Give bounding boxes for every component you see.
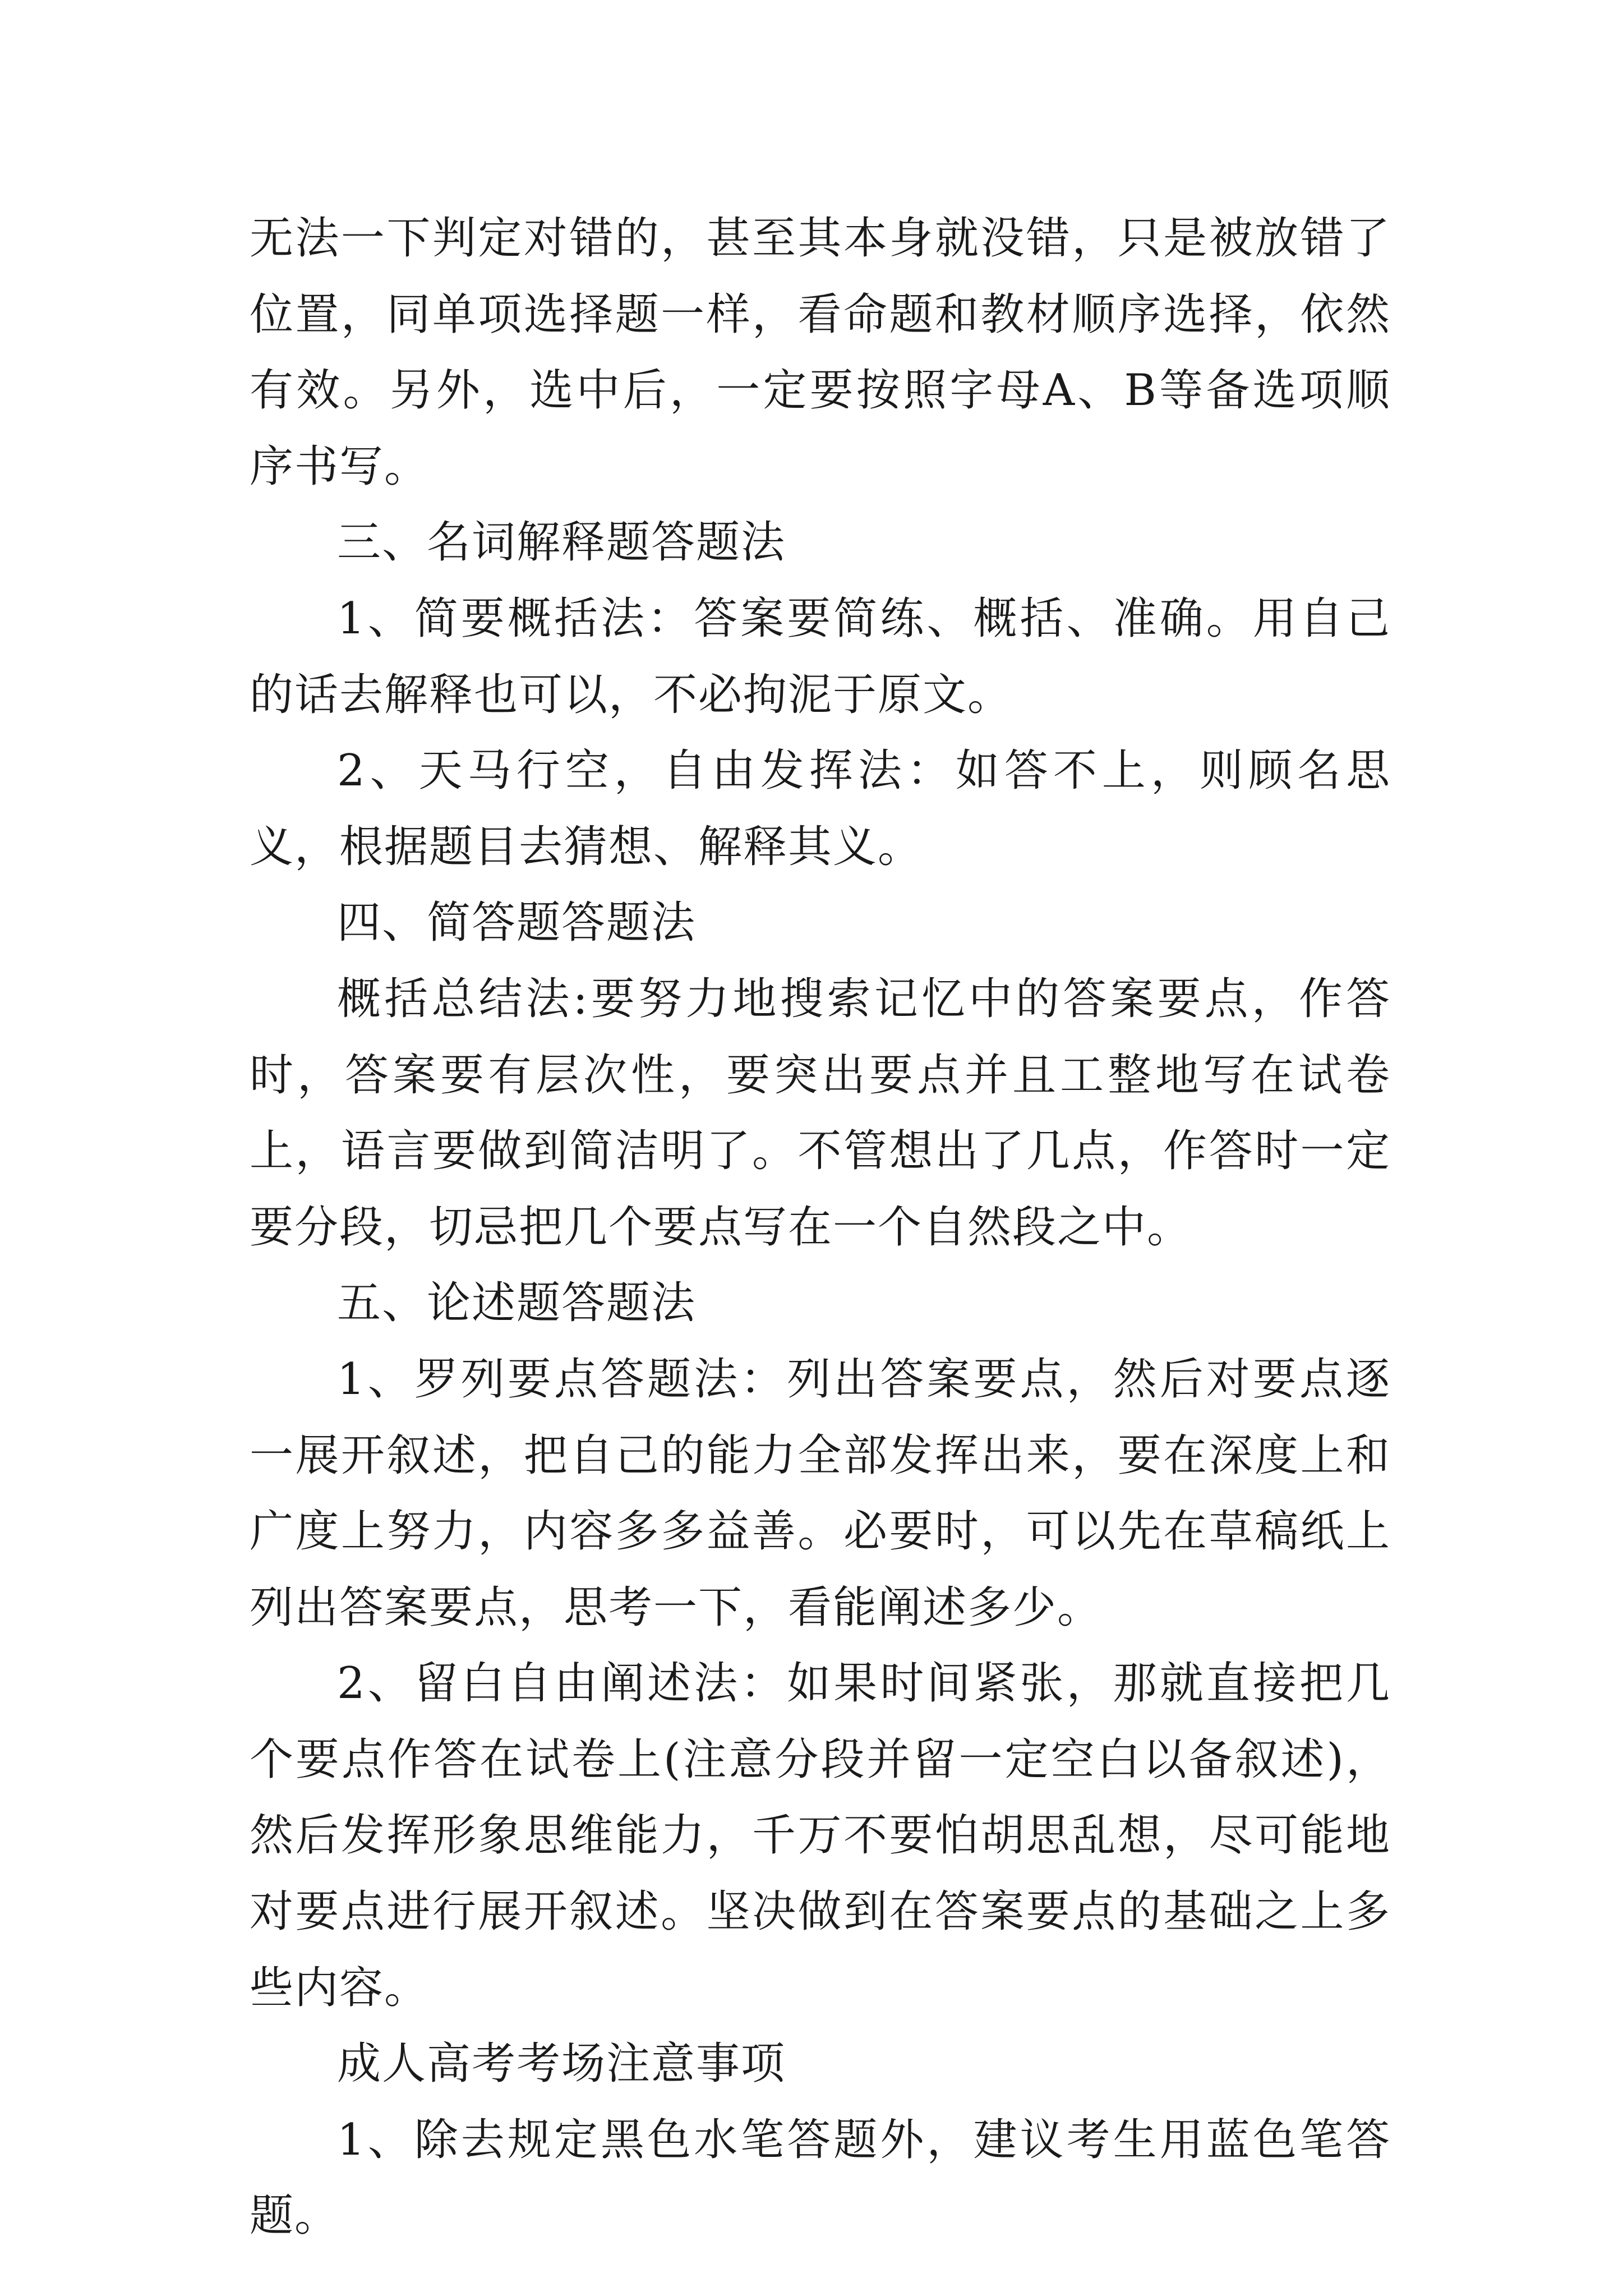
document-body bbox=[250, 201, 1391, 2254]
paragraph-concise-summary-method: 1、简要概括法：答案要简练、概括、准确。用自己的话去解释也可以，不必拘泥于原文。 bbox=[250, 593, 1391, 720]
paragraph-free-play-method: 2、天马行空，自由发挥法：如答不上，则顾名思义，根据题目去猜想、解释其义。 bbox=[250, 746, 1391, 872]
section-heading-essay: 五、论述题答题法 bbox=[337, 1278, 697, 1329]
paragraph-continuation: 无法一下判定对错的，甚至其本身就没错，只是被放错了位置，同单项选择题一样，看命题和教材顺序选择，依然有效。另外，选中后，一定要按照字母A、B等备选项顺序书写。 bbox=[250, 213, 1391, 492]
paragraph-summary-method: 概括总结法:要努力地搜索记忆中的答案要点，作答时，答案要有层次性，要突出要点并且工整地写在试卷上，语言要做到简洁明了。不管想出了几点，作答时一定要分段，切忌把几个要点写在一个自然段之中。 bbox=[250, 973, 1391, 1253]
paragraph-pen-note: 1、除去规定黑色水笔答题外，建议考生用蓝色笔答题。 bbox=[250, 2114, 1391, 2242]
section-heading-exam-notes: 成人高考考场注意事项 bbox=[337, 2039, 786, 2090]
section-heading-term-explanation: 三、名词解释题答题法 bbox=[337, 517, 786, 568]
section-heading-short-answer: 四、简答题答题法 bbox=[337, 898, 697, 949]
paragraph-list-points-method: 1、罗列要点答题法：列出答案要点，然后对要点逐一展开叙述，把自己的能力全部发挥出来，要在深度上和广度上努力，内容多多益善。必要时，可以先在草稿纸上列出答案要点，思考一下，看能阐述多少。 bbox=[250, 1354, 1391, 1633]
paragraph-blank-elaboration-method: 2、留白自由阐述法：如果时间紧张，那就直接把几个要点作答在试卷上(注意分段并留一定空白以备叙述)，然后发挥形象思维能力，千万不要怕胡思乱想，尽可能地对要点进行展开叙述。坚决做到在答案要点的基础之上多些内容。 bbox=[250, 1658, 1391, 2013]
